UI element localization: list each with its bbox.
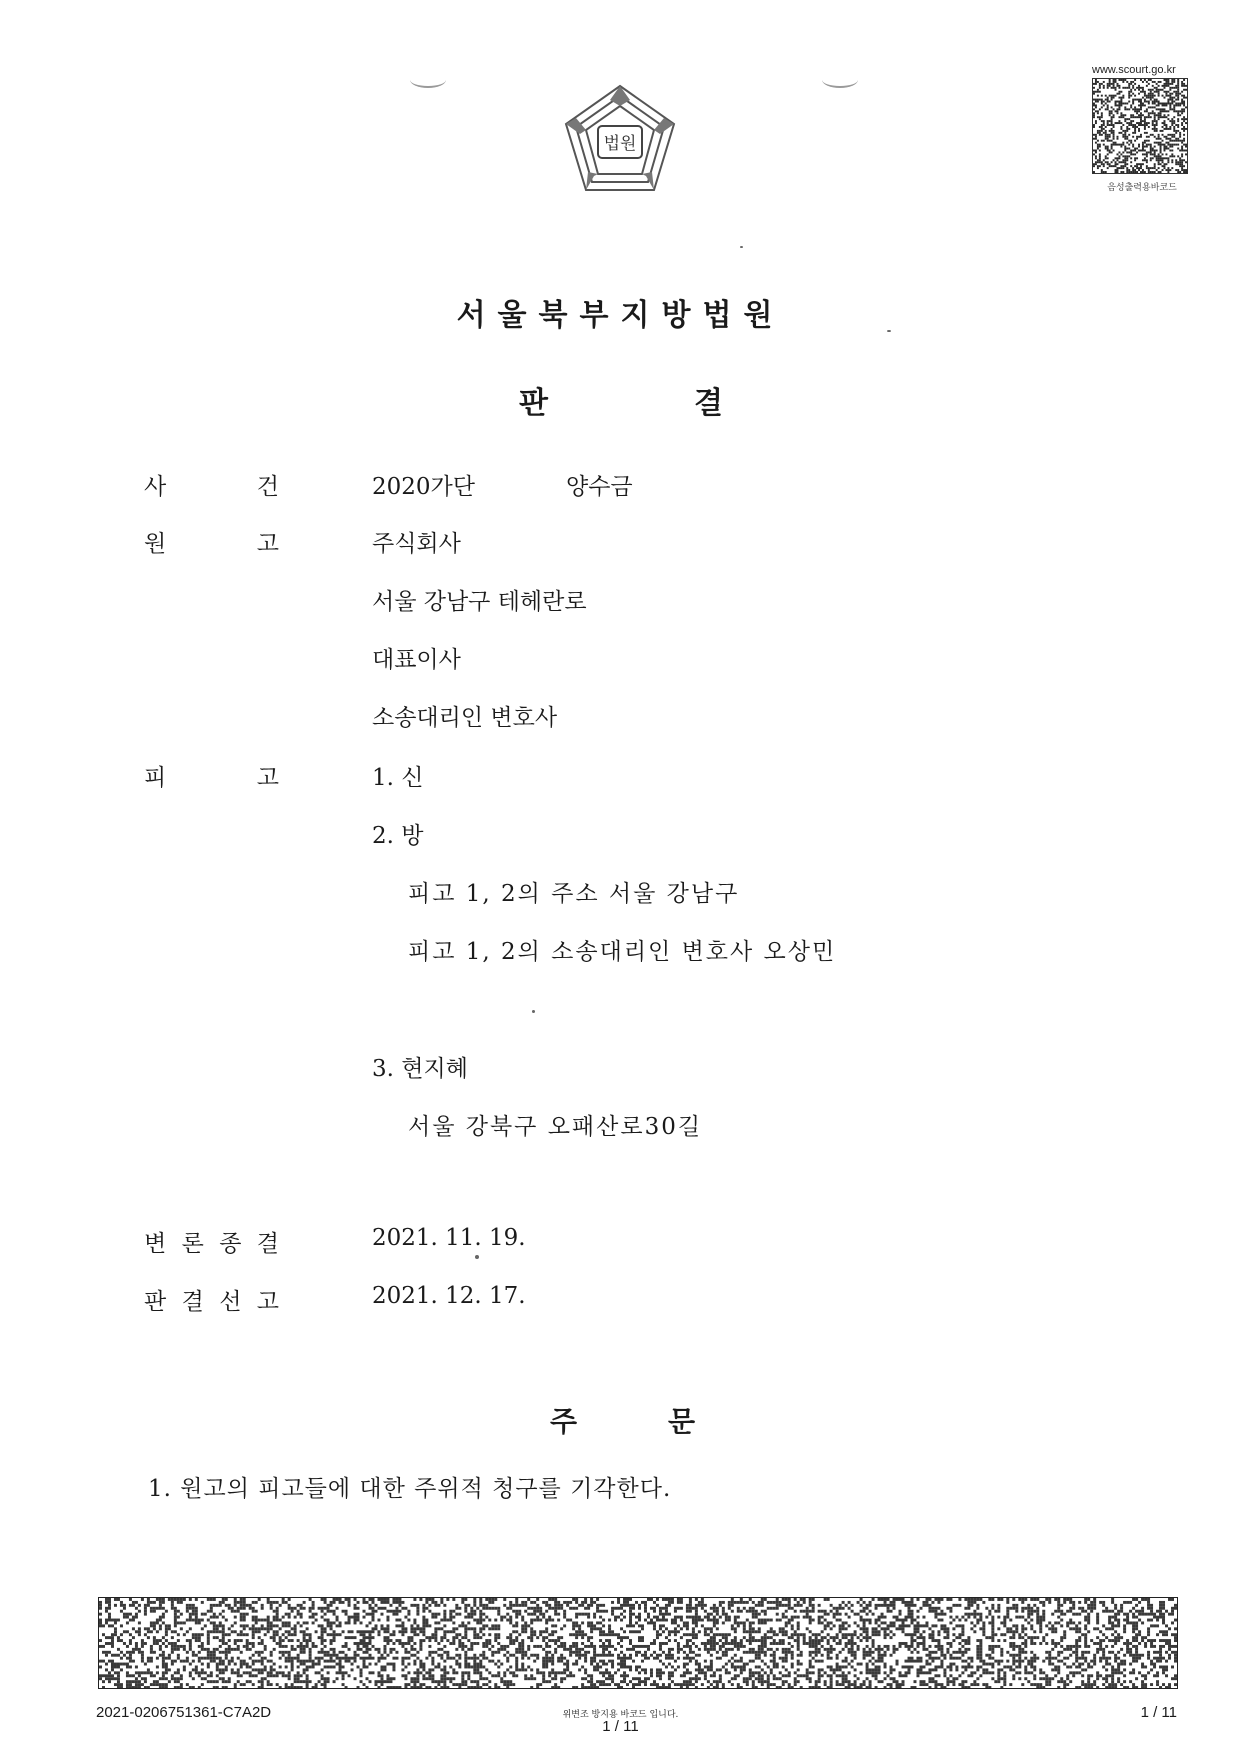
closing-argument-date: 2021. 11. 19.: [372, 1225, 526, 1251]
case-label: 사 건: [144, 474, 279, 500]
document-id: 2021-0206751361-C7A2D: [96, 1704, 272, 1721]
qr-caption: 음성출력용바코드: [1107, 183, 1177, 193]
order-title-char-2: 문: [668, 1405, 696, 1438]
punch-hole-left: [410, 72, 446, 88]
defendant-1: 1. 신: [372, 765, 424, 791]
emblem-text: 법원: [603, 134, 637, 154]
qr-url: www.scourt.go.kr: [1092, 64, 1176, 76]
plaintiff-label: 원 고: [144, 531, 279, 557]
closing-argument-label: 변 론 종 결: [144, 1231, 279, 1257]
scan-speck: [532, 1010, 535, 1013]
doc-title-char-2: 결: [694, 386, 723, 421]
case-subject: 양수금: [566, 474, 633, 500]
scan-speck: [475, 1255, 479, 1259]
page-number-center: 1 / 11: [602, 1718, 639, 1735]
judgment-date: 2021. 12. 17.: [372, 1283, 526, 1309]
defendant-2: 2. 방: [372, 823, 424, 849]
defendant-label: 피 고: [144, 765, 279, 791]
qr-code-icon: [1092, 78, 1188, 174]
barcode-note: 위변조 방지용 바코드 입니다.: [562, 1710, 679, 1720]
court-name: 서울북부지방법원: [456, 298, 785, 333]
judgment-date-label: 판 결 선 고: [144, 1289, 279, 1315]
anti-forgery-barcode-icon: [98, 1597, 1178, 1689]
plaintiff-line: 주식회사: [372, 531, 461, 557]
defendant-1-2-address: 피고 1, 2의 주소 서울 강남구: [408, 881, 740, 907]
plaintiff-line: 서울 강남구 테헤란로: [372, 589, 587, 615]
order-item-1: 1. 원고의 피고들에 대한 주위적 청구를 기각한다.: [148, 1476, 672, 1502]
punch-hole-right: [822, 72, 858, 88]
defendant-3: 3. 현지혜: [372, 1056, 468, 1082]
plaintiff-line: 대표이사: [372, 647, 461, 673]
defendant-1-2-counsel: 피고 1, 2의 소송대리인 변호사 오상민: [408, 939, 837, 965]
defendant-3-address: 서울 강북구 오패산로30길: [408, 1114, 703, 1140]
order-title-char-1: 주: [550, 1405, 578, 1438]
doc-title-char-1: 판: [519, 386, 548, 421]
page-number: 1 / 11: [1140, 1704, 1177, 1721]
case-number: 2020가단: [372, 474, 475, 500]
scan-speck: [887, 330, 891, 332]
plaintiff-line: 소송대리인 변호사: [372, 705, 558, 731]
court-emblem-icon: [560, 82, 680, 198]
scan-speck: [740, 246, 743, 248]
voice-barcode-block: [1092, 64, 1192, 193]
